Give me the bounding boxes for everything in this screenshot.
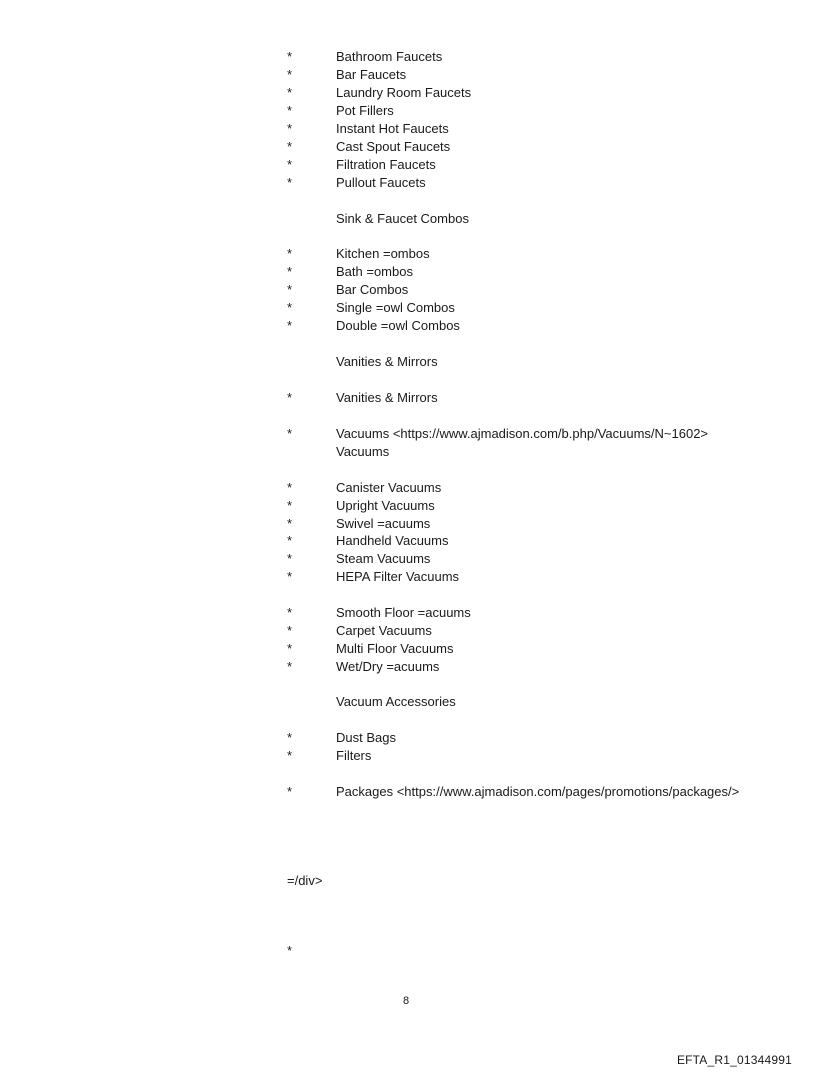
bullet-marker: *	[287, 175, 293, 190]
bullet-marker: *	[287, 605, 293, 620]
list-item-text: Double =owl Combos	[336, 318, 460, 333]
trailing-bullet: *	[287, 943, 293, 958]
list-item-text: Dust Bags	[336, 730, 396, 745]
list-item-text: Multi Floor Vacuums	[336, 641, 454, 656]
list-item-text: Canister Vacuums	[336, 480, 442, 495]
bullet-marker: *	[287, 67, 293, 82]
bullet-marker: *	[287, 533, 293, 548]
list-item-text: Bar Faucets	[336, 67, 407, 82]
bullet-marker: *	[287, 282, 293, 297]
list-item-text: Steam Vacuums	[336, 551, 431, 566]
list-item-text: Instant Hot Faucets	[336, 121, 449, 136]
bullet-marker: *	[287, 121, 293, 136]
bullet-marker: *	[287, 318, 293, 333]
bullet-marker: *	[287, 784, 293, 799]
list-item-text: Carpet Vacuums	[336, 623, 432, 638]
bullet-marker: *	[287, 659, 293, 674]
list-item-text: Cast Spout Faucets	[336, 139, 451, 154]
list-item-text: Vanities & Mirrors	[336, 354, 438, 369]
bullet-marker: *	[287, 300, 293, 315]
bullet-marker: *	[287, 390, 293, 405]
list-item-text: Vacuums	[336, 444, 390, 459]
bullet-marker: *	[287, 498, 293, 513]
list-item-text: Pot Fillers	[336, 103, 394, 118]
list-item-text: Sink & Faucet Combos	[336, 211, 469, 226]
bullet-marker: *	[287, 569, 293, 584]
list-item-text: Pullout Faucets	[336, 175, 426, 190]
div-close-text: =/div>	[287, 873, 323, 888]
list-item-text: Bathroom Faucets	[336, 49, 443, 64]
list-item-text: Vacuum Accessories	[336, 694, 456, 709]
bullet-marker: *	[287, 139, 293, 154]
list-item-text: Kitchen =ombos	[336, 246, 430, 261]
list-item-text: Handheld Vacuums	[336, 533, 449, 548]
bullet-marker: *	[287, 103, 293, 118]
bullet-marker: *	[287, 730, 293, 745]
list-item-text: Filtration Faucets	[336, 157, 436, 172]
bates-number: EFTA_R1_01344991	[676, 1053, 792, 1067]
list-item-text: Bar Combos	[336, 282, 409, 297]
page-number: 8	[403, 995, 410, 1007]
list-item-text: Wet/Dry =acuums	[336, 659, 440, 674]
list-item-text: Packages <https://www.ajmadison.com/pages/promotions/packages/>	[336, 784, 740, 799]
bullet-marker: *	[287, 623, 293, 638]
list-item-text: Vacuums <https://www.ajmadison.com/b.php/Vacuums/N~1602>	[336, 426, 709, 441]
list-item-text: Upright Vacuums	[336, 498, 435, 513]
bullet-marker: *	[287, 480, 293, 495]
bullet-marker: *	[287, 85, 293, 100]
list-item-text: Laundry Room Faucets	[336, 85, 472, 100]
bullet-marker: *	[287, 748, 293, 763]
bullet-marker: *	[287, 157, 293, 172]
list-item-text: Swivel =acuums	[336, 516, 431, 531]
list-item-text: Filters	[336, 748, 372, 763]
bullet-marker: *	[287, 551, 293, 566]
bullet-marker: *	[287, 49, 293, 64]
list-item-text: Bath =ombos	[336, 264, 413, 279]
bullet-marker: *	[287, 641, 293, 656]
bullet-marker: *	[287, 264, 293, 279]
bullet-marker: *	[287, 516, 293, 531]
list-item-text: Single =owl Combos	[336, 300, 455, 315]
bullet-marker: *	[287, 426, 293, 441]
list-item-text: Smooth Floor =acuums	[336, 605, 471, 620]
bullet-marker: *	[287, 246, 293, 261]
list-item-text: Vanities & Mirrors	[336, 390, 438, 405]
list-item-text: HEPA Filter Vacuums	[336, 569, 460, 584]
